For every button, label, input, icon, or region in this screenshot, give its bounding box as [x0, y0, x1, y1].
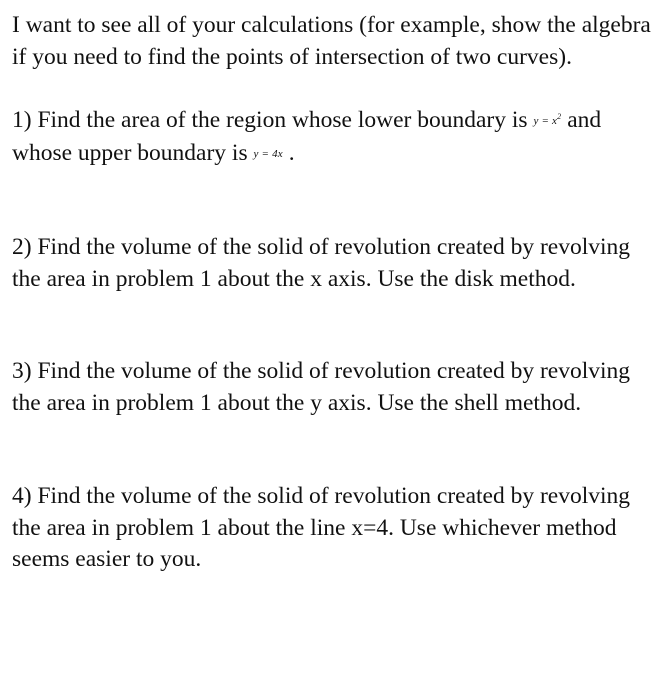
problem-1-prefix: 1) Find the area of the region whose lower boundary is [12, 107, 528, 133]
problem-3: 3) Find the volume of the solid of revolution created by revolving the area in problem 1 about the y axis. Use the shell method. [12, 358, 631, 416]
lower-boundary-equation [533, 112, 562, 127]
upper-boundary-equation: y = 4x [253, 147, 283, 160]
instructions-paragraph: I want to see all of your calculations (for example, show the algebra if you need to find the points of intersection of two curves). [12, 12, 651, 70]
problem-4: 4) Find the volume of the solid of revolution created by revolving the area in problem 1 about the line x=4. Use whichever method seems easier to you. [12, 483, 631, 572]
problem-1-suffix: . [282, 139, 295, 166]
document-body [12, 10, 652, 576]
problem-1-middle: and whose upper boundary is [12, 107, 602, 166]
lower-boundary-equation-base: y = x [533, 115, 558, 127]
problem-2: 2) Find the volume of the solid of revolution created by revolving the area in problem 1 about the x axis. Use the disk method. [12, 234, 631, 292]
problem-1 [12, 105, 652, 170]
lower-boundary-equation-exponent: 2 [557, 112, 562, 121]
